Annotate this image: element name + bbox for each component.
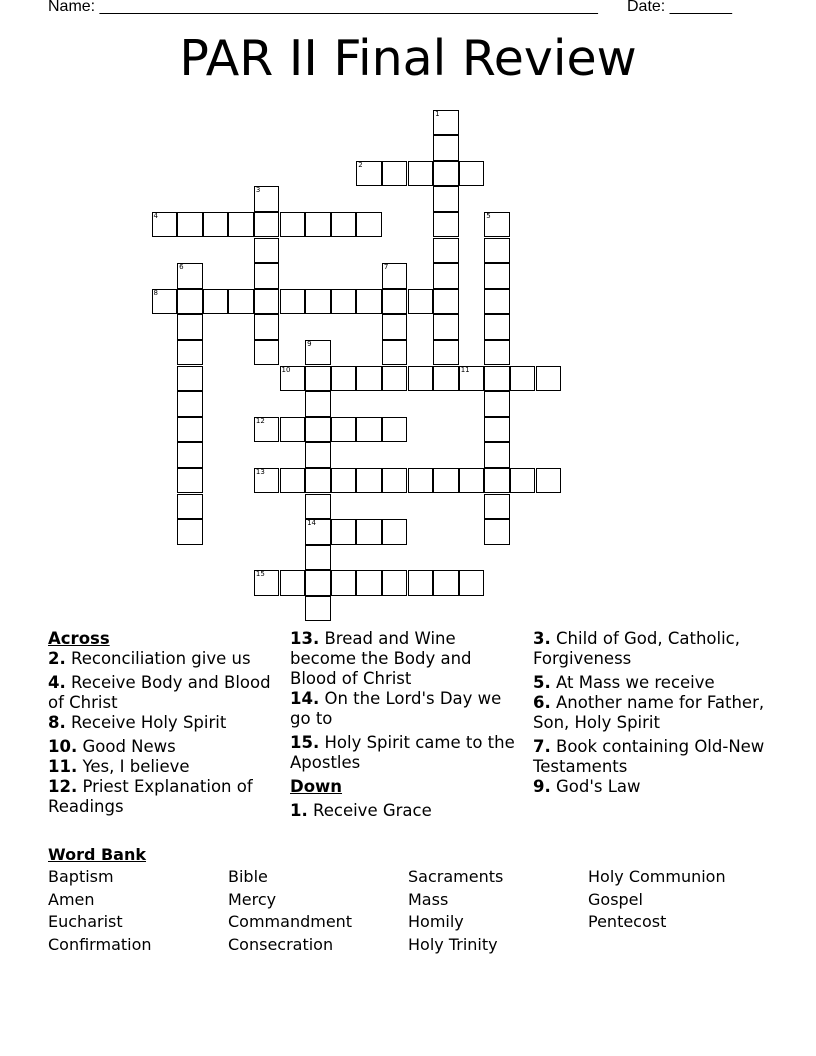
cell-number: 12 bbox=[255, 416, 265, 425]
grid-cell[interactable] bbox=[408, 570, 434, 596]
grid-cell[interactable] bbox=[177, 494, 203, 520]
grid-cell[interactable] bbox=[433, 468, 459, 494]
clue-across-8 bbox=[48, 713, 276, 733]
grid-cell[interactable] bbox=[356, 212, 382, 238]
grid-cell[interactable] bbox=[356, 161, 382, 187]
grid-cell[interactable] bbox=[536, 468, 562, 494]
grid-cell[interactable] bbox=[382, 340, 408, 366]
grid-cell[interactable] bbox=[510, 468, 536, 494]
grid-cell[interactable] bbox=[177, 366, 203, 392]
grid-cell[interactable] bbox=[280, 212, 306, 238]
grid-cell[interactable] bbox=[280, 366, 306, 392]
clue-text: Yes, I believe bbox=[82, 757, 190, 776]
word-bank-item: Mass bbox=[408, 889, 449, 909]
cell-number: 6 bbox=[179, 263, 184, 272]
page-title: PAR II Final Review bbox=[179, 30, 637, 87]
grid-cell[interactable] bbox=[177, 314, 203, 340]
grid-cell[interactable] bbox=[254, 186, 280, 212]
grid-cell[interactable] bbox=[305, 289, 331, 315]
grid-cell[interactable] bbox=[254, 468, 280, 494]
grid-cell[interactable] bbox=[305, 468, 331, 494]
clue-column-1 bbox=[48, 629, 276, 817]
grid-cell[interactable] bbox=[433, 314, 459, 340]
clue-text: Receive Body and Blood of Christ bbox=[48, 673, 271, 712]
grid-cell[interactable] bbox=[331, 468, 357, 494]
grid-cell[interactable] bbox=[459, 468, 485, 494]
clue-text: Child of God, Catholic, Forgiveness bbox=[533, 629, 740, 668]
grid-cell[interactable] bbox=[203, 289, 229, 315]
grid-cell[interactable] bbox=[484, 442, 510, 468]
word-bank-item: Consecration bbox=[228, 935, 334, 955]
grid-cell[interactable] bbox=[356, 417, 382, 443]
grid-cell[interactable] bbox=[484, 238, 510, 264]
word-bank bbox=[48, 867, 768, 958]
grid-cell[interactable] bbox=[331, 519, 357, 545]
grid-cell[interactable] bbox=[408, 289, 434, 315]
clue-text: Receive Holy Spirit bbox=[71, 713, 227, 732]
grid-cell[interactable] bbox=[459, 161, 485, 187]
grid-cell[interactable] bbox=[356, 570, 382, 596]
clue-text: At Mass we receive bbox=[556, 673, 715, 692]
clue-text: On the Lord's Day we go to bbox=[290, 689, 502, 728]
clue-text: Priest Explanation of Readings bbox=[48, 777, 253, 816]
grid-cell[interactable] bbox=[254, 263, 280, 289]
clue-number: 9. bbox=[533, 777, 551, 796]
name-field: Name: ________________________________________________________ bbox=[48, 0, 598, 15]
grid-cell[interactable] bbox=[484, 468, 510, 494]
grid-cell[interactable] bbox=[331, 570, 357, 596]
grid-cell[interactable] bbox=[484, 494, 510, 520]
grid-cell[interactable] bbox=[459, 570, 485, 596]
clue-number: 5. bbox=[533, 673, 551, 692]
cell-number: 5 bbox=[486, 211, 491, 220]
grid-cell[interactable] bbox=[382, 161, 408, 187]
grid-cell[interactable] bbox=[484, 340, 510, 366]
grid-cell[interactable] bbox=[177, 417, 203, 443]
grid-cell[interactable] bbox=[254, 417, 280, 443]
grid-cell[interactable] bbox=[177, 391, 203, 417]
grid-cell[interactable] bbox=[177, 263, 203, 289]
clue-text: Bread and Wine become the Body and Blood of Christ bbox=[290, 629, 472, 688]
grid-cell[interactable] bbox=[305, 417, 331, 443]
clue-number: 15. bbox=[290, 733, 320, 752]
grid-cell[interactable] bbox=[254, 212, 280, 238]
grid-cell[interactable] bbox=[305, 519, 331, 545]
grid-cell[interactable] bbox=[203, 212, 229, 238]
grid-cell[interactable] bbox=[484, 366, 510, 392]
across-heading: Across bbox=[48, 629, 110, 648]
cell-number: 4 bbox=[153, 211, 158, 220]
clue-number: 1. bbox=[290, 801, 308, 820]
grid-cell[interactable] bbox=[382, 289, 408, 315]
clue-number: 2. bbox=[48, 649, 66, 668]
grid-cell[interactable] bbox=[484, 289, 510, 315]
clue-number: 14. bbox=[290, 689, 320, 708]
cell-number: 14 bbox=[307, 519, 317, 528]
clue-number: 13. bbox=[290, 629, 320, 648]
clue-across-14 bbox=[290, 689, 520, 729]
grid-cell[interactable] bbox=[382, 314, 408, 340]
clue-down-9 bbox=[533, 777, 773, 797]
word-bank-title: Word Bank bbox=[48, 845, 147, 864]
grid-cell[interactable] bbox=[254, 289, 280, 315]
grid-cell[interactable] bbox=[382, 417, 408, 443]
clue-text: Holy Spirit came to the Apostles bbox=[290, 733, 515, 772]
grid-cell[interactable] bbox=[433, 186, 459, 212]
grid-cell[interactable] bbox=[254, 238, 280, 264]
word-bank-item: Mercy bbox=[228, 889, 277, 909]
clue-number: 11. bbox=[48, 757, 78, 776]
grid-cell[interactable] bbox=[228, 212, 254, 238]
cell-number: 15 bbox=[255, 570, 265, 579]
clue-number: 7. bbox=[533, 737, 551, 756]
grid-cell[interactable] bbox=[305, 366, 331, 392]
down-heading: Down bbox=[290, 777, 343, 796]
clue-number: 12. bbox=[48, 777, 78, 796]
grid-cell[interactable] bbox=[484, 391, 510, 417]
word-bank-item: Gospel bbox=[588, 889, 643, 909]
grid-cell[interactable] bbox=[356, 519, 382, 545]
cell-number: 11 bbox=[460, 365, 470, 374]
word-bank-item bbox=[588, 935, 768, 958]
word-bank-item: Eucharist bbox=[48, 912, 123, 932]
grid-cell[interactable] bbox=[484, 417, 510, 443]
clue-across-12 bbox=[48, 777, 276, 817]
grid-cell[interactable] bbox=[433, 212, 459, 238]
clue-across-11 bbox=[48, 757, 276, 777]
word-bank-item: Amen bbox=[48, 889, 95, 909]
grid-cell[interactable] bbox=[484, 263, 510, 289]
grid-cell[interactable] bbox=[433, 570, 459, 596]
grid-cell[interactable] bbox=[177, 442, 203, 468]
grid-cell[interactable] bbox=[459, 366, 485, 392]
grid-cell[interactable] bbox=[433, 135, 459, 161]
grid-cell[interactable] bbox=[305, 545, 331, 571]
grid-cell[interactable] bbox=[254, 570, 280, 596]
grid-cell[interactable] bbox=[254, 314, 280, 340]
grid-cell[interactable] bbox=[433, 263, 459, 289]
grid-cell[interactable] bbox=[305, 340, 331, 366]
grid-cell[interactable] bbox=[433, 161, 459, 187]
word-bank-item: Sacraments bbox=[408, 867, 504, 886]
grid-cell[interactable] bbox=[433, 238, 459, 264]
grid-cell[interactable] bbox=[382, 570, 408, 596]
clue-across-15 bbox=[290, 733, 520, 773]
clue-column-3 bbox=[533, 629, 773, 797]
grid-cell[interactable] bbox=[433, 340, 459, 366]
cell-number: 3 bbox=[255, 186, 261, 195]
clue-number: 6. bbox=[533, 693, 551, 712]
cell-number: 7 bbox=[383, 263, 389, 272]
grid-cell[interactable] bbox=[356, 366, 382, 392]
clue-down-1 bbox=[290, 801, 520, 821]
clue-down-3 bbox=[533, 629, 773, 669]
grid-cell[interactable] bbox=[254, 340, 280, 366]
cell-number: 13 bbox=[255, 467, 265, 476]
clue-across-13 bbox=[290, 629, 520, 689]
grid-cell[interactable] bbox=[177, 212, 203, 238]
clue-across-10 bbox=[48, 737, 276, 757]
clue-text: Another name for Father, Son, Holy Spirit bbox=[533, 693, 765, 732]
grid-cell[interactable] bbox=[152, 212, 178, 238]
cell-number: 8 bbox=[153, 288, 158, 297]
clue-across-2 bbox=[48, 649, 276, 669]
word-bank-item: Pentecost bbox=[588, 912, 667, 932]
clue-down-6 bbox=[533, 693, 773, 733]
clue-down-5 bbox=[533, 673, 773, 693]
grid-cell[interactable] bbox=[280, 417, 306, 443]
clue-number: 10. bbox=[48, 737, 78, 756]
clue-number: 4. bbox=[48, 673, 66, 692]
grid-cell[interactable] bbox=[305, 596, 331, 622]
clue-across-4 bbox=[48, 673, 276, 713]
grid-cell[interactable] bbox=[484, 519, 510, 545]
grid-cell[interactable] bbox=[305, 391, 331, 417]
clue-text: God's Law bbox=[556, 777, 641, 796]
grid-cell[interactable] bbox=[280, 468, 306, 494]
word-bank-item: Holy Communion bbox=[588, 867, 726, 886]
grid-cell[interactable] bbox=[305, 570, 331, 596]
clue-number: 3. bbox=[533, 629, 551, 648]
grid-cell[interactable] bbox=[331, 212, 357, 238]
word-bank-item: Confirmation bbox=[48, 935, 152, 955]
grid-cell[interactable] bbox=[228, 289, 254, 315]
grid-cell[interactable] bbox=[152, 289, 178, 315]
cell-number: 9 bbox=[307, 339, 312, 348]
grid-cell[interactable] bbox=[408, 468, 434, 494]
grid-cell[interactable] bbox=[356, 289, 382, 315]
word-bank-item: Homily bbox=[408, 912, 464, 932]
grid-cell[interactable] bbox=[305, 212, 331, 238]
word-bank-item: Commandment bbox=[228, 912, 353, 932]
grid-cell[interactable] bbox=[433, 289, 459, 315]
grid-cell[interactable] bbox=[510, 366, 536, 392]
grid-cell[interactable] bbox=[177, 340, 203, 366]
clue-text: Receive Grace bbox=[313, 801, 432, 820]
grid-cell[interactable] bbox=[331, 417, 357, 443]
grid-cell[interactable] bbox=[408, 161, 434, 187]
grid-cell[interactable] bbox=[382, 263, 408, 289]
grid-cell[interactable] bbox=[356, 468, 382, 494]
word-bank-item: Holy Trinity bbox=[408, 935, 498, 955]
cell-number: 1 bbox=[435, 109, 440, 118]
grid-cell[interactable] bbox=[382, 366, 408, 392]
clue-text: Reconciliation give us bbox=[71, 649, 251, 668]
grid-cell[interactable] bbox=[177, 519, 203, 545]
grid-cell[interactable] bbox=[177, 289, 203, 315]
grid-cell[interactable] bbox=[280, 289, 306, 315]
cell-number: 2 bbox=[358, 160, 363, 169]
grid-cell[interactable] bbox=[536, 366, 562, 392]
grid-cell[interactable] bbox=[382, 519, 408, 545]
clue-text: Book containing Old-New Testaments bbox=[533, 737, 765, 776]
grid-cell[interactable] bbox=[305, 442, 331, 468]
clue-number: 8. bbox=[48, 713, 66, 732]
grid-cell[interactable] bbox=[484, 314, 510, 340]
clue-text: Good News bbox=[82, 737, 176, 756]
date-field: Date: _______ bbox=[627, 0, 732, 15]
word-bank-item: Baptism bbox=[48, 867, 114, 886]
grid-cell[interactable] bbox=[433, 110, 459, 136]
word-bank-item: Bible bbox=[228, 867, 268, 886]
clue-down-7 bbox=[533, 737, 773, 777]
grid-cell[interactable] bbox=[382, 468, 408, 494]
grid-cell[interactable] bbox=[305, 494, 331, 520]
grid-cell[interactable] bbox=[331, 289, 357, 315]
grid-cell[interactable] bbox=[331, 366, 357, 392]
clue-column-2 bbox=[290, 629, 520, 821]
grid-cell[interactable] bbox=[433, 366, 459, 392]
cell-number: 10 bbox=[281, 365, 291, 374]
grid-cell[interactable] bbox=[408, 366, 434, 392]
grid-cell[interactable] bbox=[484, 212, 510, 238]
grid-cell[interactable] bbox=[280, 570, 306, 596]
grid-cell[interactable] bbox=[177, 468, 203, 494]
